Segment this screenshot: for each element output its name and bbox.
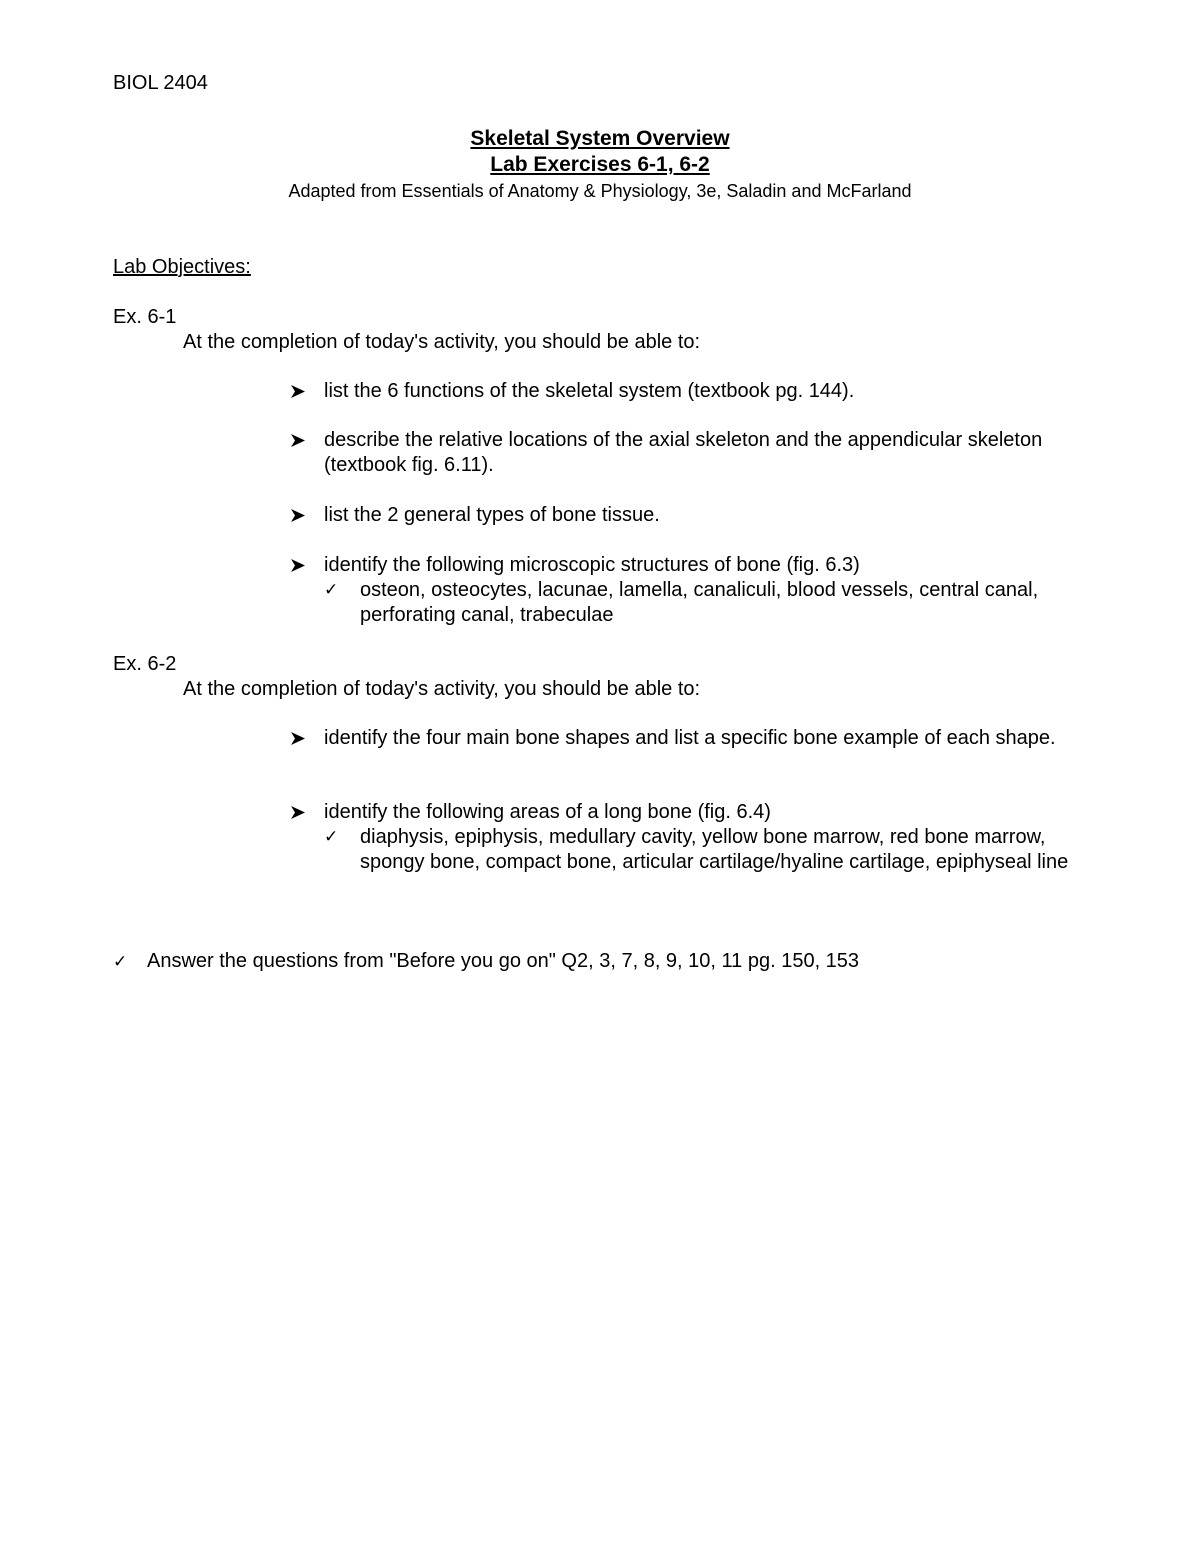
- objectives-heading: Lab Objectives:: [113, 256, 251, 278]
- document-title: Skeletal System Overview: [470, 127, 730, 150]
- course-code: BIOL 2404: [113, 72, 208, 94]
- list-item-text: identify the following areas of a long bone (fig. 6.4): [324, 801, 771, 823]
- title-block: [0, 126, 1200, 204]
- ex-6-1-intro: At the completion of today's activity, you should be able to:: [183, 331, 701, 353]
- arrow-bullet-icon: [288, 726, 308, 751]
- source-attribution: Adapted from Essentials of Anatomy & Physiology, 3e, Saladin and McFarland: [288, 181, 912, 201]
- arrow-bullet-icon: [288, 503, 308, 528]
- list-item-text: list the 2 general types of bone tissue.: [324, 504, 660, 526]
- list-item: [288, 379, 1078, 404]
- ex-6-2-label: Ex. 6-2: [113, 653, 177, 675]
- checkmark-icon: ✓: [324, 827, 339, 847]
- list-item-text: list the 6 functions of the skeletal system (textbook pg. 144).: [324, 380, 855, 402]
- checkmark-icon: ✓: [113, 952, 128, 972]
- arrow-bullet-icon: [288, 379, 308, 404]
- list-item-text: identify the following microscopic structures of bone (fig. 6.3): [324, 554, 860, 576]
- sub-list-item: [324, 825, 1078, 875]
- final-task-text: Answer the questions from "Before you go on" Q2, 3, 7, 8, 9, 10, 11 pg. 150, 153: [147, 950, 860, 972]
- list-item: [288, 553, 1078, 628]
- arrow-bullet-icon: [288, 553, 308, 578]
- arrow-bullet-icon: [288, 428, 308, 453]
- sub-list-item: [324, 578, 1078, 628]
- ex-6-1-label: Ex. 6-1: [113, 306, 177, 328]
- list-item-text: describe the relative locations of the axial skeleton and the appendicular skeleton (textbook fig. 6.11).: [324, 429, 1043, 476]
- list-item: [288, 428, 1078, 478]
- lab-exercises-title: Lab Exercises 6-1, 6-2: [490, 153, 710, 176]
- final-task: [113, 950, 859, 973]
- sub-list-item-text: diaphysis, epiphysis, medullary cavity, yellow bone marrow, red bone marrow, spongy bone, compact bone, articular cartilage/hyaline cartilage, epiphyseal line: [360, 826, 1069, 873]
- ex-6-2-intro: At the completion of today's activity, you should be able to:: [183, 678, 701, 700]
- list-item: [288, 503, 1078, 528]
- sub-list-item-text: osteon, osteocytes, lacunae, lamella, canaliculi, blood vessels, central canal, perforating canal, trabeculae: [360, 579, 1039, 626]
- arrow-bullet-icon: [288, 800, 308, 825]
- checkmark-icon: ✓: [324, 580, 339, 600]
- list-item-text: identify the four main bone shapes and list a specific bone example of each shape.: [324, 727, 1056, 749]
- list-item: [288, 726, 1078, 751]
- list-item: [288, 800, 1078, 875]
